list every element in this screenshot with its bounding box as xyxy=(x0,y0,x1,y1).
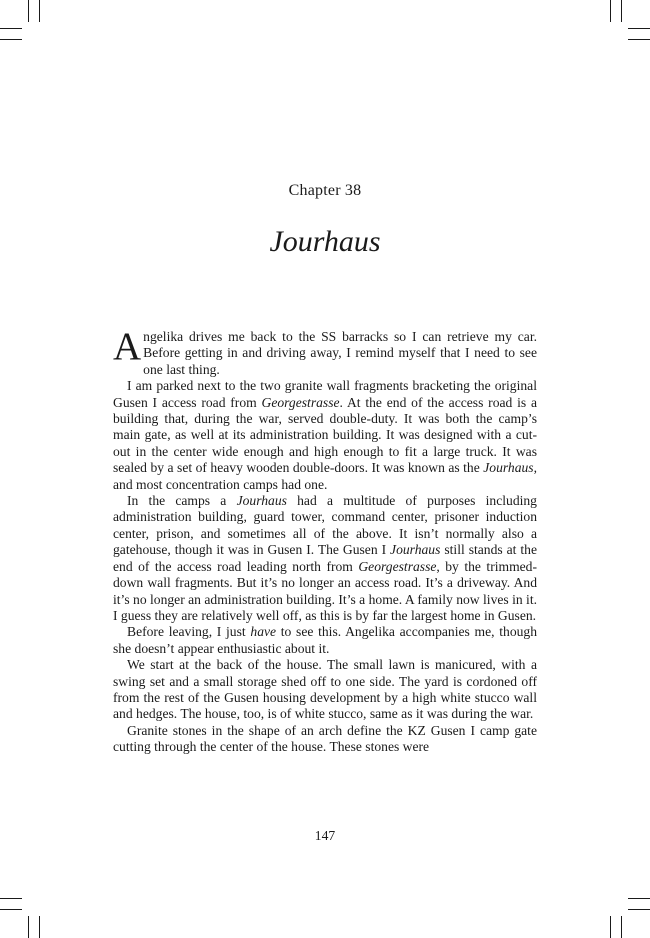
crop-mark xyxy=(28,916,29,938)
text-segment: to see this. Angelika accompanies me, though she doesn’t appear enthusiastic about it. xyxy=(113,624,538,656)
text-segment: , by the trimmed-down wall fragments. But it’s no longer an access road. It’s a driveway. And it’s no longer an administration building. It’s a home. A family now lives in it. I guess they are relatively well off, as this is by far the largest home in Gusen. xyxy=(113,558,538,623)
crop-mark xyxy=(628,909,650,910)
chapter-title: Jourhaus xyxy=(269,225,381,258)
crop-mark xyxy=(39,916,40,938)
chapter-body xyxy=(113,325,538,756)
page-number: 147 xyxy=(314,828,336,843)
paragraph xyxy=(113,378,537,493)
crop-mark xyxy=(0,28,22,29)
text-segment: In the camps a xyxy=(127,493,237,509)
paragraph xyxy=(113,723,537,756)
text-segment: I am parked next to the two granite wall fragments bracketing the original Gusen I access road from xyxy=(113,378,537,410)
text-segment: had a multitude of purposes including administration building, guard tower, command center, prisoner induction center, prison, and sometimes all of the above. It isn’t normally also a gatehouse, though it was in Gusen I. The Gusen I xyxy=(113,493,537,558)
text-segment: , and most concentration camps had one. xyxy=(113,460,537,492)
text-segment: ngelika drives me back to the SS barracks so I can retrieve my car. Before getting in and driving away, I remind myself that I need to see one last thing. xyxy=(143,329,537,377)
crop-mark xyxy=(621,916,622,938)
italic-term: Jourhaus xyxy=(483,460,534,476)
italic-term: Jourhaus xyxy=(236,493,287,509)
text-segment: We start at the back of the house. The small lawn is manicured, with a swing set and a small storage shed off to one side. The yard is cordoned off from the rest of the Gusen housing development by a high white stucco wall and hedges. The house, too, is of white stucco, same as it was during the war. xyxy=(113,657,537,722)
drop-cap: A xyxy=(113,325,142,368)
text-segment: Granite stones in the shape of an arch define the KZ Gusen I camp gate cutting through the center of the house. These stones were xyxy=(113,722,537,755)
chapter-number: Chapter 38 xyxy=(288,182,362,199)
paragraph xyxy=(113,325,537,378)
italic-term: Georgestrasse xyxy=(261,394,340,410)
crop-mark xyxy=(610,916,611,938)
crop-mark xyxy=(628,39,650,40)
italic-emphasis: have xyxy=(250,624,277,640)
crop-mark xyxy=(0,898,22,899)
crop-mark xyxy=(0,39,22,40)
text-segment: . At the end of the access road is a building that, during the war, served double-duty. It was both the camp’s main gate, as well at its administration building. It was designed with a cut-out in the center wide enough and high enough to fit a large truck. It was sealed by a set of heavy wooden double-doors. It was known as the xyxy=(113,394,537,476)
crop-mark xyxy=(621,0,622,22)
text-segment: Before leaving, I just xyxy=(127,624,251,640)
crop-mark xyxy=(28,0,29,22)
crop-mark xyxy=(628,28,650,29)
crop-mark xyxy=(0,909,22,910)
paragraph xyxy=(113,493,537,624)
text-segment: still stands at the end of the access road leading north from xyxy=(113,542,537,574)
paragraph xyxy=(113,624,537,657)
italic-term: Jourhaus xyxy=(390,542,441,558)
paragraph xyxy=(113,657,537,723)
italic-term: Georgestrasse xyxy=(358,558,437,574)
crop-mark xyxy=(39,0,40,22)
crop-mark xyxy=(628,898,650,899)
crop-mark xyxy=(610,0,611,22)
